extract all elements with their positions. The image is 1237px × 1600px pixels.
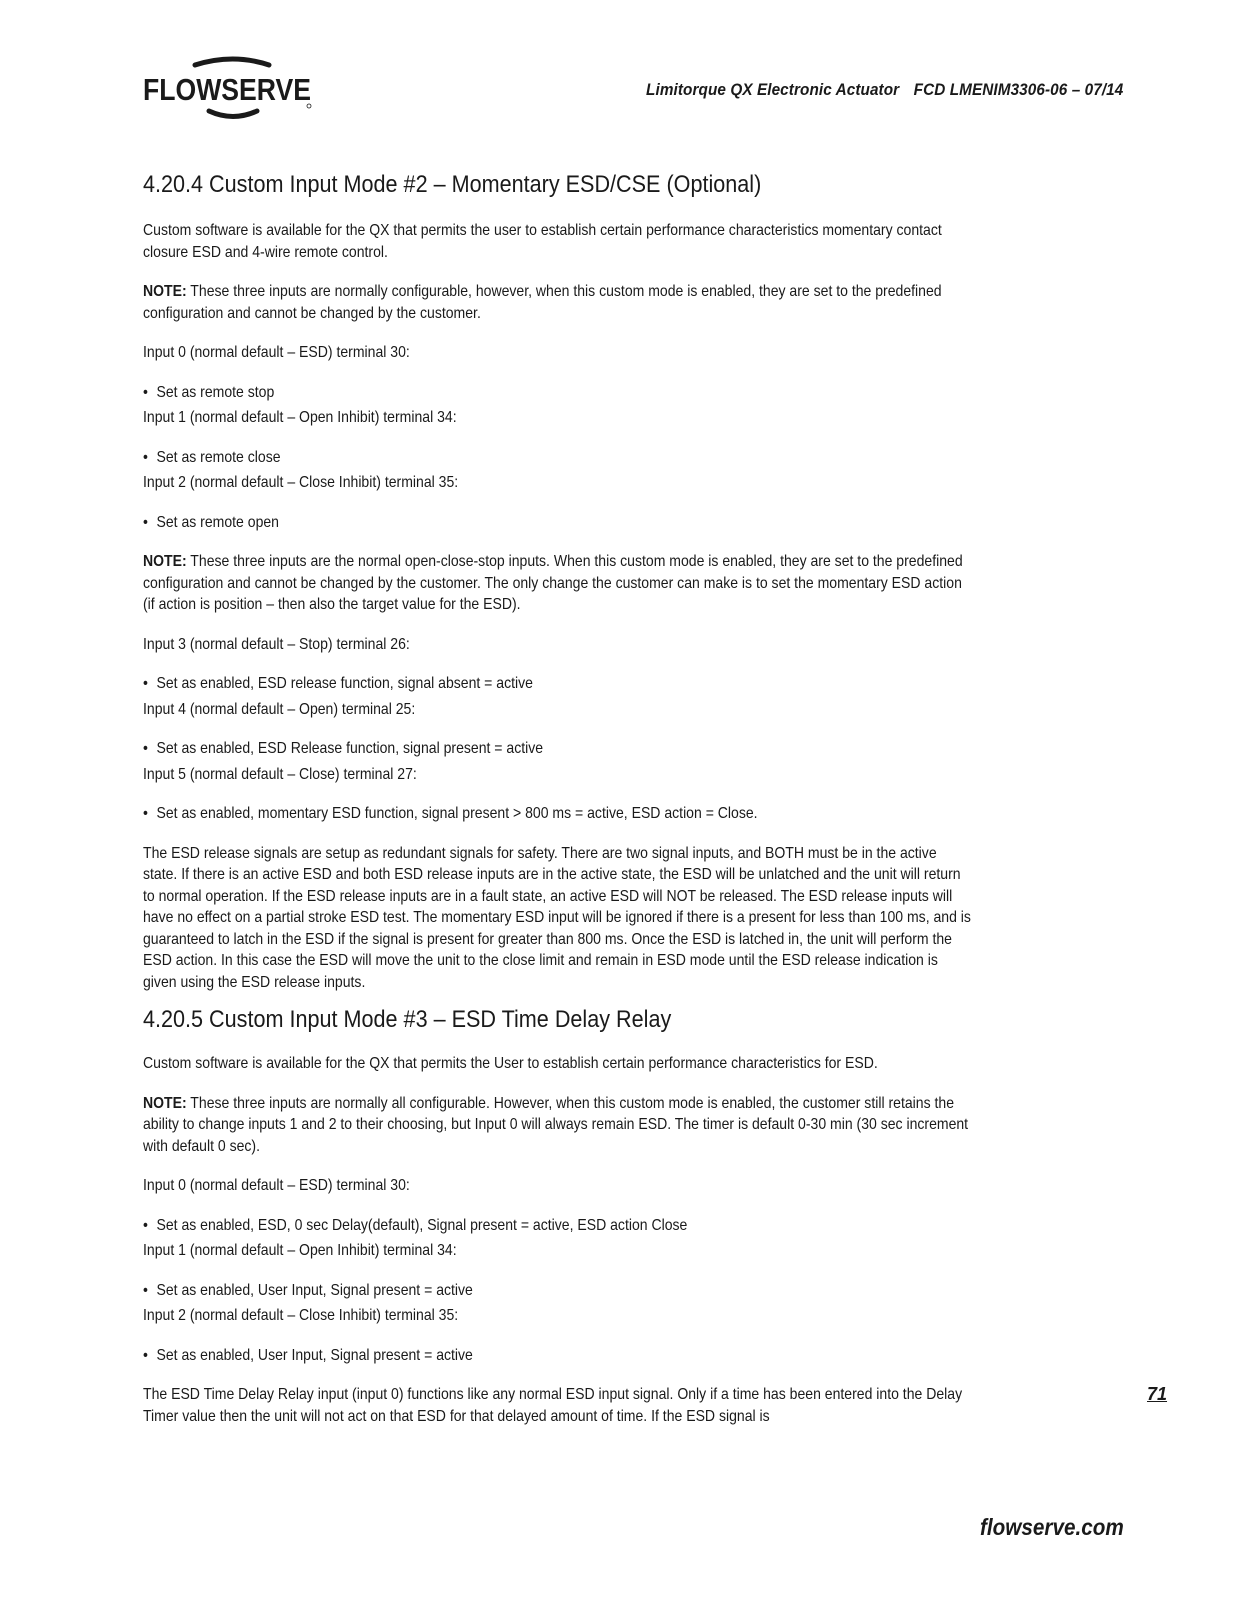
section-heading-4-20-5: 4.20.5 Custom Input Mode #3 – ESD Time Delay Relay <box>143 1006 672 1033</box>
page-content <box>143 170 973 1445</box>
paragraph: Custom software is available for the QX that permits the user to establish certain performance characteristics momentary contact closure ESD and 4-wire remote control. <box>143 222 942 261</box>
bullet-item: • Set as enabled, User Input, Signal present = active <box>143 1345 973 1367</box>
flowserve-logo <box>143 56 318 122</box>
note-label: NOTE: <box>143 1094 187 1112</box>
note-paragraph <box>143 1093 973 1158</box>
note-text: These three inputs are normally all configurable. However, when this custom mode is enabled, the customer still retains the ability to change inputs 1 and 2 to their choosing, but Input 0 will always remain ESD. The timer is default 0-30 min (30 sec increment with default 0 sec). <box>143 1094 969 1155</box>
bullet-item: • Set as enabled, ESD Release function, signal present = active <box>143 738 973 760</box>
bullet-item: • Set as remote stop <box>143 382 973 404</box>
input-line: Input 2 (normal default – Close Inhibit) terminal 35: <box>143 474 459 491</box>
input-line: Input 0 (normal default – ESD) terminal 30: <box>143 344 410 361</box>
input-line: Input 4 (normal default – Open) terminal 25: <box>143 700 416 718</box>
bullet-item: • Set as enabled, momentary ESD function, signal present > 800 ms = active, ESD action = Close. <box>143 803 973 825</box>
input-line: Input 5 (normal default – Close) terminal 27: <box>143 765 417 783</box>
input-line: Input 2 (normal default – Close Inhibit) terminal 35: <box>143 1307 459 1324</box>
paragraph: The ESD Time Delay Relay input (input 0) functions like any normal ESD input signal. Only if a time has been entered into the Delay Timer value then the unit will not act on that ESD for that delayed amount of time. If the ESD signal is <box>143 1386 963 1425</box>
note-label: NOTE: <box>143 553 187 570</box>
bullet-item: • Set as remote open <box>143 512 973 534</box>
paragraph: Custom software is available for the QX that permits the User to establish certain performance characteristics for ESD. <box>143 1055 878 1072</box>
bullet-item: • Set as enabled, ESD release function, signal absent = active <box>143 673 973 695</box>
document-header <box>646 80 1123 100</box>
doc-code: FCD LMENIM3306-06 – 07/14 <box>913 80 1123 99</box>
note-text: These three inputs are normally configurable, however, when this custom mode is enabled, they are set to the predefined configuration and cannot be changed by the customer. <box>143 283 942 322</box>
note-paragraph <box>143 551 973 616</box>
logo-wordmark: FLOWSERVE <box>143 72 311 107</box>
paragraph: The ESD release signals are setup as redundant signals for safety. There are two signal inputs, and BOTH must be in the active state. If there is an active ESD and both ESD release inputs are in the active state, the ESD will be unlatched and the unit will return to normal operation. If the ESD release inputs are in a fault state, an active ESD will NOT be released. The ESD release inputs will have no effect on a partial stroke ESD test. The momentary ESD input will be ignored if there is a present for less than 100 ms, and is guaranteed to latch in the ESD if the signal is present for greater than 800 ms. Once the ESD is latched in, the unit will perform the ESD action. In this case the ESD will move the unit to the close limit and remain in ESD mode until the ESD release indication is given using the ESD release inputs. <box>143 844 971 991</box>
bullet-item: • Set as enabled, ESD, 0 sec Delay(default), Signal present = active, ESD action Close <box>143 1215 973 1237</box>
input-line: Input 1 (normal default – Open Inhibit) terminal 34: <box>143 409 457 426</box>
note-label: NOTE: <box>143 283 187 300</box>
page-number: 71 <box>1147 1384 1168 1404</box>
footer-website: flowserve.com <box>980 1514 1124 1540</box>
input-line: Input 0 (normal default – ESD) terminal 30: <box>143 1177 410 1194</box>
section-heading-4-20-4: 4.20.4 Custom Input Mode #2 – Momentary ESD/CSE (Optional) <box>143 171 762 198</box>
note-paragraph <box>143 281 973 324</box>
note-text: These three inputs are the normal open-close-stop inputs. When this custom mode is enabled, they are set to the predefined configuration and cannot be changed by the customer. The only change the customer can make is to set the momentary ESD action (if action is position – then also the target value for the ESD). <box>143 553 963 613</box>
flowserve-logo-graphic <box>143 56 318 122</box>
bullet-item: • Set as enabled, User Input, Signal present = active <box>143 1280 973 1302</box>
input-line: Input 1 (normal default – Open Inhibit) terminal 34: <box>143 1242 457 1259</box>
bullet-item: • Set as remote close <box>143 447 973 469</box>
doc-title: Limitorque QX Electronic Actuator <box>645 80 899 99</box>
input-line: Input 3 (normal default – Stop) terminal 26: <box>143 635 410 653</box>
